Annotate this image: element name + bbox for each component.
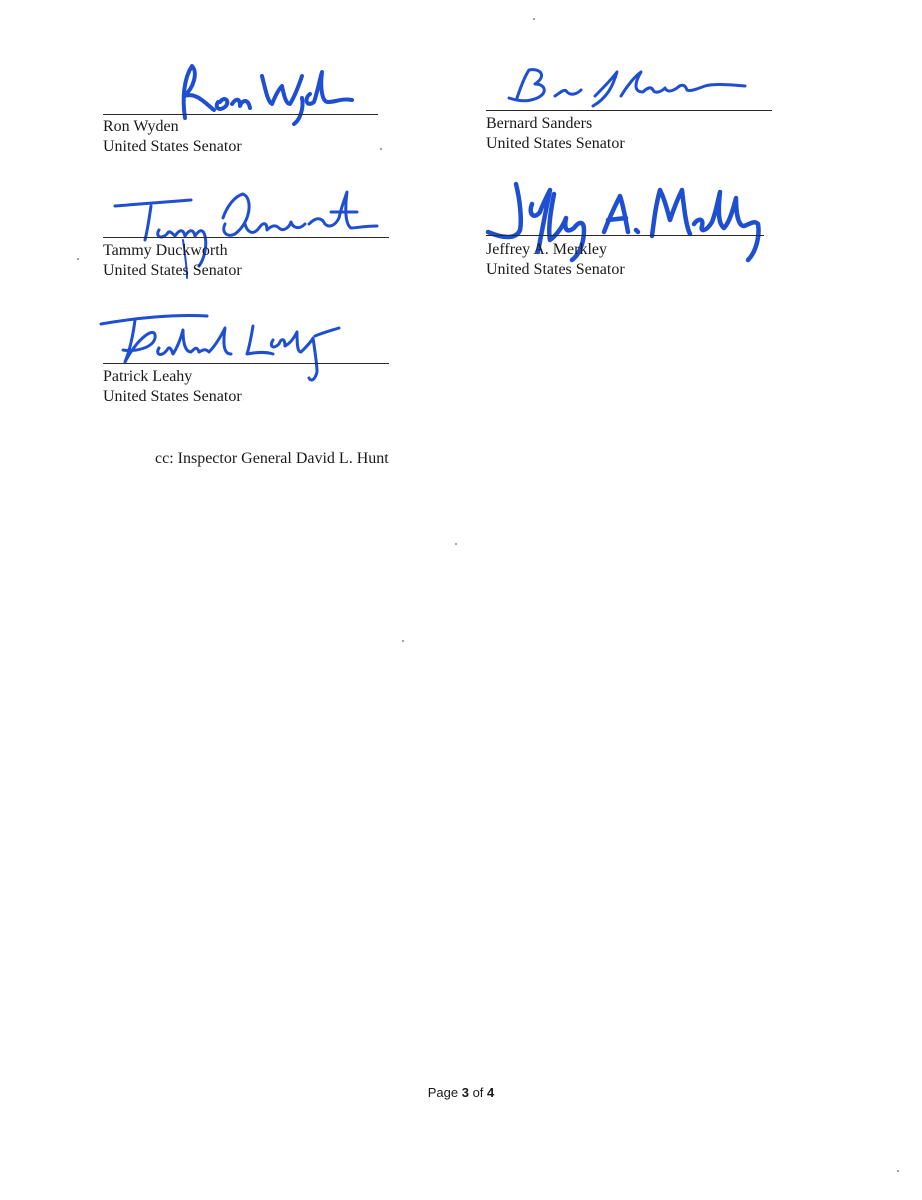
signatory-title: United States Senator [103, 262, 242, 279]
signatory-name: Patrick Leahy [103, 368, 193, 385]
cc-line: cc: Inspector General David L. Hunt [155, 450, 389, 467]
scan-speck [533, 18, 535, 20]
signatory-name: Tammy Duckworth [103, 242, 228, 259]
signatory-title: United States Senator [486, 261, 625, 278]
scan-speck [380, 148, 382, 150]
handwritten-signature-sanders [495, 62, 755, 112]
scan-speck [455, 543, 457, 545]
signatory-title: United States Senator [103, 388, 242, 405]
scan-speck [897, 1170, 899, 1172]
signature-line [103, 237, 389, 238]
signature-line [103, 363, 389, 364]
page-footer [0, 1085, 922, 1100]
signature-line [486, 235, 764, 236]
signature-line [103, 114, 378, 115]
page-label: Page [427, 1085, 459, 1100]
signatory-name: Ron Wyden [103, 118, 179, 135]
signatory-title: United States Senator [103, 138, 242, 155]
signatory-name: Jeffrey A. Merkley [486, 241, 607, 258]
scan-speck [77, 258, 79, 260]
page-total: 4 [487, 1085, 495, 1100]
signature-line [486, 110, 772, 111]
signatory-name: Bernard Sanders [486, 115, 593, 132]
scan-speck [402, 640, 404, 642]
handwritten-signature-wyden [170, 58, 360, 128]
signatory-title: United States Senator [486, 135, 625, 152]
page-current: 3 [461, 1085, 469, 1100]
page-of: of [472, 1085, 484, 1100]
